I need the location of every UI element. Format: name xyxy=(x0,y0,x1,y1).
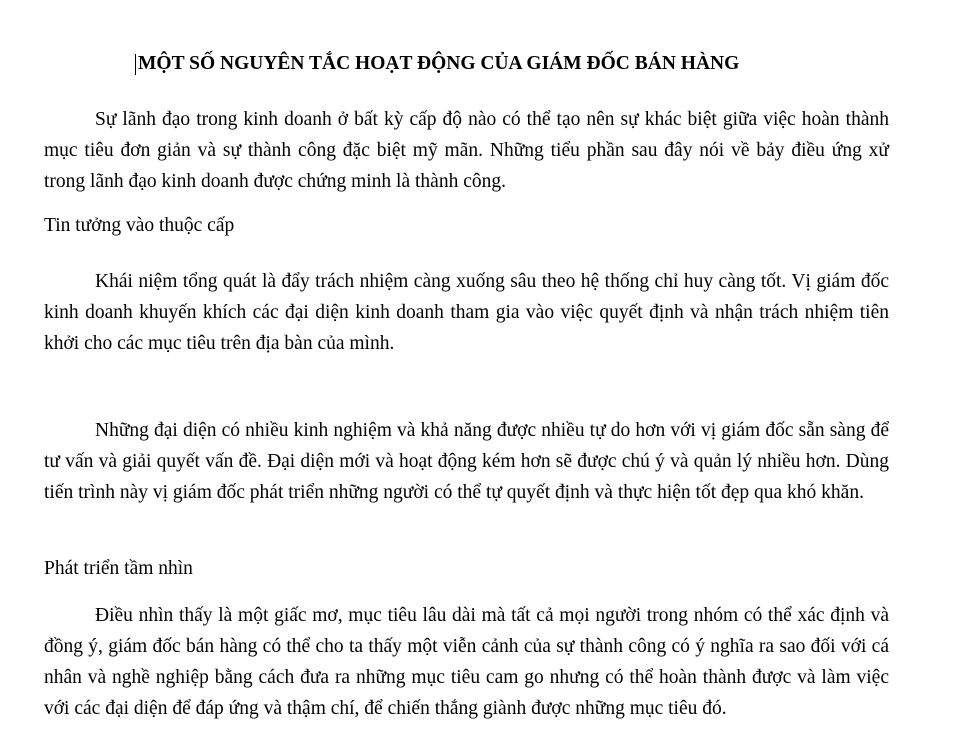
section-paragraph: Những đại diện có nhiều kinh nghiệm và khả năng được nhiều tự do hơn với vị giám đốc sẵn sàng để tư vấn và giải quyết vấn đề. Đại diện mới và hoạt động kém hơn sẽ được chú ý và quản lý nhiều hơn. Dùng tiến trình này vị giám đốc phát triển những người có thể tự quyết định và thực hiện tốt đẹp qua khó khăn. xyxy=(44,420,889,503)
section-paragraph: Điều nhìn thấy là một giấc mơ, mục tiêu lâu dài mà tất cả mọi người trong nhóm có thể xác định và đồng ý, giám đốc bán hàng có thể cho ta thấy một viễn cảnh của sự thành công có ý nghĩa ra sao đối với cá nhân và nghề nghiệp bằng cách đưa ra những mục tiêu cam go nhưng có thể hoàn thành được và làm việc với các đại diện để đáp ứng và thậm chí, để chiến thắng giành được những mục tiêu đó. xyxy=(44,605,889,719)
document-title-text: MỘT SỐ NGUYÊN TẮC HOẠT ĐỘNG CỦA GIÁM ĐỐC BÁN HÀNG xyxy=(138,53,740,74)
document-title xyxy=(138,51,838,77)
section-heading-vision: Phát triển tầm nhìn xyxy=(44,558,193,579)
section-heading-trust: Tin tưởng vào thuộc cấp xyxy=(44,215,235,236)
section-paragraph: Khái niệm tổng quát là đẩy trách nhiệm càng xuống sâu theo hệ thống chỉ huy càng tốt. Vị giám đốc kinh doanh khuyến khích các đại diện kinh doanh tham gia vào việc quyết định và nhận trách nhiệm tiên khởi cho các mục tiêu trên địa bàn của mình. xyxy=(44,271,889,354)
intro-paragraph: Sự lãnh đạo trong kinh doanh ở bất kỳ cấp độ nào có thể tạo nên sự khác biệt giữa việc hoàn thành mục tiêu đơn giản và sự thành công đặc biệt mỹ mãn. Những tiểu phần sau đây nói về bảy điều ứng xử trong lãnh đạo kinh doanh được chứng minh là thành công. xyxy=(44,109,889,192)
text-cursor xyxy=(135,54,136,75)
